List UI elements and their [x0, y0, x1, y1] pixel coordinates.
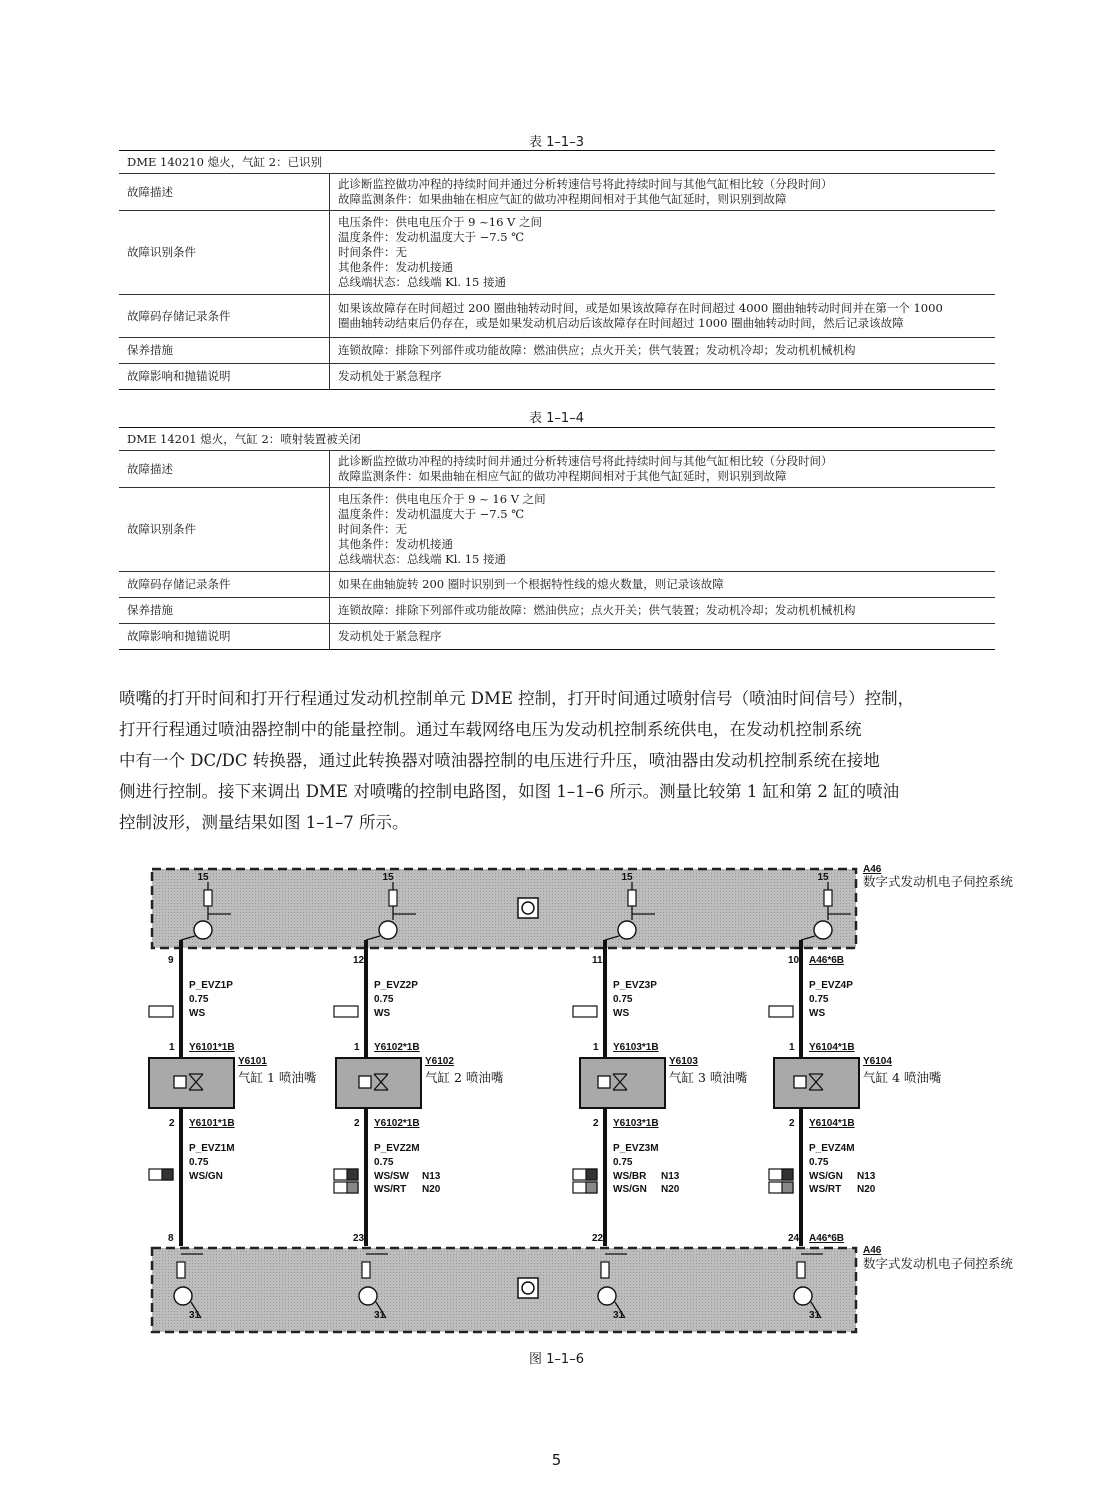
wire-color-label: WS/SW: [374, 1171, 409, 1182]
table1-header: DME 140210 熄火，气缸 2：已识别: [119, 151, 995, 174]
signal-name-label: P_EVZ2P: [374, 980, 418, 991]
line: 此诊断监控做功冲程的持续时间并通过分析转速信号将此持续时间与其他气缸相比较（分段时间）: [338, 177, 833, 191]
row-label: 故障识别条件: [119, 211, 330, 295]
wire-color-label: WS/GN: [809, 1171, 843, 1182]
paragraph-line: 控制波形，测量结果如图 1–1–7 所示。: [119, 813, 409, 832]
pin-number-label: 22: [592, 1233, 604, 1244]
paragraph-line: 喷嘴的打开时间和打开行程通过发动机控制单元 DME 控制，打开时间通过喷射信号（喷油时间信号）控制，: [119, 689, 915, 708]
component-code-label: Y6101: [238, 1056, 267, 1067]
ecu-icon: [518, 898, 538, 918]
connector-label: Y6104*1B: [809, 1118, 855, 1129]
wire-color-swatch-fill: [586, 1182, 597, 1193]
variant-label: N20: [422, 1184, 441, 1195]
wire-color-swatch: [334, 1006, 358, 1017]
variant-label: N13: [857, 1171, 876, 1182]
transistor-icon: [598, 1287, 616, 1305]
signal-name-label: P_EVZ4P: [809, 980, 853, 991]
connector-label: Y6102*1B: [374, 1042, 420, 1053]
figure-caption: 图 1–1–6: [529, 1352, 584, 1367]
wire-color-label: WS: [809, 1008, 826, 1019]
ecu-icon: [518, 1278, 538, 1298]
resistor-icon: [824, 890, 832, 906]
wire-size-label: 0.75: [809, 1157, 829, 1168]
pin-number-label: 12: [353, 955, 365, 966]
row-label: 故障描述: [119, 174, 330, 211]
line: 发动机处于紧急程序: [338, 369, 442, 383]
wire-size-label: 0.75: [189, 994, 209, 1005]
resistor-icon: [177, 1262, 185, 1278]
line: 电压条件：供电电压介于 9 ~16 V 之间: [338, 215, 543, 229]
transistor-icon: [194, 921, 212, 939]
module-top-box: [152, 869, 856, 948]
ground-terminal-label: 31: [189, 1310, 201, 1321]
wire-size-label: 0.75: [613, 994, 633, 1005]
ground-terminal-label: 31: [374, 1310, 386, 1321]
pin-number-label: 10: [788, 955, 800, 966]
connector-label: Y6101*1B: [189, 1118, 235, 1129]
connector-label: Y6104*1B: [809, 1042, 855, 1053]
line: 如果在曲轴旋转 200 圈时识别到一个根据特性线的熄火数量，则记录该故障: [338, 577, 724, 591]
plug-label: A46*6B: [809, 955, 845, 966]
row-label: 保养措施: [119, 598, 330, 624]
module-code-label: A46: [863, 1245, 882, 1256]
line: 时间条件：无: [338, 245, 407, 259]
resistor-icon: [389, 890, 397, 906]
line: 连锁故障：排除下列部件或功能故障：燃油供应；点火开关；供气装置；发动机冷却；发动机机械机构: [338, 603, 856, 617]
component-code-label: Y6104: [863, 1056, 892, 1067]
pin-number-label: 2: [789, 1118, 795, 1129]
resistor-icon: [601, 1262, 609, 1278]
signal-name-label: P_EVZ1M: [189, 1143, 235, 1154]
pin-number-label: 11: [592, 955, 603, 966]
pin-number-label: 1: [593, 1042, 599, 1053]
supply-terminal-label: 15: [817, 872, 829, 883]
pin-number-label: 24: [788, 1233, 800, 1244]
row-label: 故障识别条件: [119, 488, 330, 572]
row-label: 故障描述: [119, 451, 330, 488]
signal-name-label: P_EVZ2M: [374, 1143, 420, 1154]
resistor-icon: [362, 1262, 370, 1278]
row-label: 故障码存储记录条件: [119, 295, 330, 338]
wire-color-label: WS/RT: [374, 1184, 407, 1195]
variant-label: N20: [661, 1184, 680, 1195]
component-name-label: 气缸 2 喷油嘴: [425, 1070, 504, 1085]
signal-name-label: P_EVZ1P: [189, 980, 233, 991]
wire-color-swatch-fill: [347, 1182, 358, 1193]
wire-color-swatch-fill: [586, 1169, 597, 1180]
line: 温度条件：发动机温度大于 −7.5 ℃: [338, 230, 525, 244]
resistor-icon: [797, 1262, 805, 1278]
wire-size-label: 0.75: [374, 1157, 394, 1168]
pin-number-label: 1: [169, 1042, 175, 1053]
wire-color-swatch-fill: [347, 1169, 358, 1180]
supply-terminal-label: 15: [621, 872, 633, 883]
resistor-icon: [628, 890, 636, 906]
wire-color-label: WS/BR: [613, 1171, 647, 1182]
pin-number-label: 2: [354, 1118, 360, 1129]
transistor-icon: [794, 1287, 812, 1305]
line: 其他条件：发动机接通: [338, 260, 453, 274]
line: 连锁故障：排除下列部件或功能故障：燃油供应；点火开关；供气装置；发动机冷却；发动机机械机构: [338, 343, 856, 357]
coil-icon: [359, 1076, 371, 1088]
line: 时间条件：无: [338, 522, 407, 536]
component-name-label: 气缸 4 喷油嘴: [863, 1070, 942, 1085]
connector-label: Y6103*1B: [613, 1042, 659, 1053]
paragraph-line: 侧进行控制。接下来调出 DME 对喷嘴的控制电路图，如图 1–1–6 所示。测量比较第 1 缸和第 2 缸的喷油: [119, 782, 900, 801]
plug-label: A46*6B: [809, 1233, 845, 1244]
coil-icon: [794, 1076, 806, 1088]
table2-header: DME 14201 熄火，气缸 2：喷射装置被关闭: [119, 428, 995, 451]
supply-terminal-label: 15: [382, 872, 394, 883]
pin-number-label: 1: [789, 1042, 795, 1053]
variant-label: N13: [661, 1171, 680, 1182]
pin-number-label: 1: [354, 1042, 360, 1053]
wire-color-label: WS/GN: [189, 1171, 223, 1182]
connector-label: Y6102*1B: [374, 1118, 420, 1129]
variant-label: N20: [857, 1184, 876, 1195]
variant-label: N13: [422, 1171, 441, 1182]
wire-color-label: WS: [189, 1008, 206, 1019]
component-name-label: 气缸 3 喷油嘴: [669, 1070, 748, 1085]
pin-number-label: 23: [353, 1233, 365, 1244]
line: 温度条件：发动机温度大于 −7.5 ℃: [338, 507, 525, 521]
transistor-icon: [174, 1287, 192, 1305]
coil-icon: [174, 1076, 186, 1088]
module-code-label: A46: [863, 864, 882, 875]
ground-terminal-label: 31: [613, 1310, 625, 1321]
wire-color-label: WS: [613, 1008, 630, 1019]
line: 故障监测条件：如果曲轴在相应气缸的做功冲程期间相对于其他气缸延时，则识别到故障: [338, 469, 787, 483]
pin-number-label: 8: [168, 1233, 174, 1244]
module-bottom-box: [152, 1248, 856, 1332]
line: 其他条件：发动机接通: [338, 537, 453, 551]
row-label: 保养措施: [119, 338, 330, 364]
connector-label: Y6103*1B: [613, 1118, 659, 1129]
line: 故障监测条件：如果曲轴在相应气缸的做功冲程期间相对于其他气缸延时，则识别到故障: [338, 192, 787, 206]
line: 总线端状态：总线端 Kl. 15 接通: [338, 552, 507, 566]
wire-color-swatch-fill: [782, 1169, 793, 1180]
line: 发动机处于紧急程序: [338, 629, 442, 643]
injector-box: [580, 1058, 665, 1108]
component-code-label: Y6102: [425, 1056, 454, 1067]
signal-name-label: P_EVZ3P: [613, 980, 657, 991]
wire-color-swatch: [769, 1006, 793, 1017]
signal-name-label: P_EVZ4M: [809, 1143, 855, 1154]
ground-terminal-label: 31: [809, 1310, 821, 1321]
transistor-icon: [618, 921, 636, 939]
line: 此诊断监控做功冲程的持续时间并通过分析转速信号将此持续时间与其他气缸相比较（分段时间）: [338, 454, 833, 468]
row-label: 故障影响和抛锚说明: [119, 364, 330, 390]
module-name-label: 数字式发动机电子伺控系统: [863, 874, 1014, 889]
wire-color-label: WS/RT: [809, 1184, 842, 1195]
resistor-icon: [204, 890, 212, 906]
line: 电压条件：供电电压介于 9 ~ 16 V 之间: [338, 492, 546, 506]
transistor-icon: [379, 921, 397, 939]
wire-size-label: 0.75: [374, 994, 394, 1005]
wire-color-swatch-fill: [782, 1182, 793, 1193]
wire-color-swatch: [573, 1006, 597, 1017]
pin-number-label: 2: [593, 1118, 599, 1129]
table2-caption: 表 1–1–4: [529, 411, 584, 426]
paragraph-line: 中有一个 DC/DC 转换器，通过此转换器对喷油器控制的电压进行升压，喷油器由发动机控制系统在接地: [119, 751, 880, 770]
wire-color-label: WS: [374, 1008, 391, 1019]
page-number: 5: [551, 1451, 562, 1469]
wire-color-swatch: [149, 1006, 173, 1017]
signal-name-label: P_EVZ3M: [613, 1143, 659, 1154]
transistor-icon: [814, 921, 832, 939]
injector-box: [149, 1058, 234, 1108]
wire-color-swatch-fill: [162, 1169, 173, 1180]
injector-box: [336, 1058, 421, 1108]
connector-label: Y6101*1B: [189, 1042, 235, 1053]
row-label: 故障码存储记录条件: [119, 572, 330, 598]
module-name-label: 数字式发动机电子伺控系统: [863, 1256, 1014, 1271]
line: 圈曲轴转动结束后仍存在，或是如果发动机启动后该故障存在时间超过 1000 圈曲轴转动时间，然后记录该故障: [338, 316, 904, 330]
transistor-icon: [359, 1287, 377, 1305]
component-name-label: 气缸 1 喷油嘴: [238, 1070, 317, 1085]
wire-size-label: 0.75: [809, 994, 829, 1005]
pin-number-label: 2: [169, 1118, 175, 1129]
pin-number-label: 9: [168, 955, 174, 966]
line: 如果该故障存在时间超过 200 圈曲轴转动时间，或是如果该故障存在时间超过 4000 圈曲轴转动时间并在第一个 1000: [338, 301, 943, 315]
component-code-label: Y6103: [669, 1056, 698, 1067]
wire-size-label: 0.75: [189, 1157, 209, 1168]
supply-terminal-label: 15: [197, 872, 209, 883]
wire-color-label: WS/GN: [613, 1184, 647, 1195]
paragraph-line: 打开行程通过喷油器控制中的能量控制。通过车载网络电压为发动机控制系统供电，在发动机控制系统: [119, 720, 862, 739]
line: 总线端状态：总线端 Kl. 15 接通: [338, 275, 507, 289]
table1-caption: 表 1–1–3: [529, 135, 584, 150]
wire-size-label: 0.75: [613, 1157, 633, 1168]
row-label: 故障影响和抛锚说明: [119, 624, 330, 650]
coil-icon: [598, 1076, 610, 1088]
